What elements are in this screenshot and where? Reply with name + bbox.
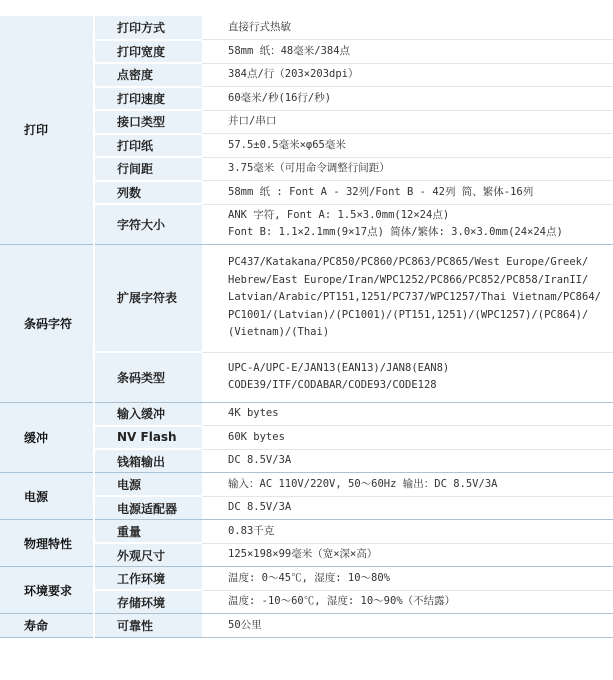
spec-value-line: Font B: 1.1×2.1mm(9×17点) 简体/繁体: 3.0×3.0mm(24×24点) [228, 226, 563, 238]
spec-value [202, 352, 613, 402]
category-label: 电源 [0, 473, 94, 520]
spec-value-line: 384点/行（203×203dpi） [228, 68, 359, 80]
spec-table-body [0, 16, 613, 637]
spec-label: 打印方式 [94, 16, 202, 40]
spec-value-line: (Vietnam)/(Thai) [228, 326, 330, 339]
spec-value [202, 63, 613, 87]
category-label: 打印 [0, 16, 94, 244]
spec-value-line: CODE39/ITF/CODABAR/CODE93/CODE128 [228, 379, 437, 391]
category-label: 条码字符 [0, 244, 94, 402]
spec-row [0, 402, 613, 426]
spec-row [0, 244, 613, 352]
spec-label: 接口类型 [94, 110, 202, 134]
spec-value-line: 125×198×99毫米（宽×深×高） [228, 548, 378, 560]
spec-value [202, 520, 613, 544]
spec-value [202, 134, 613, 158]
spec-value-line: 58mm 纸 : Font A - 32列/Font B - 42列 简、繁体-16列 [228, 185, 534, 198]
spec-label: 电源适配器 [94, 496, 202, 520]
spec-value-line: 4K bytes [228, 407, 279, 419]
spec-value-line: 温度: 0～45℃, 湿度: 10～80% [228, 571, 391, 584]
spec-row [0, 473, 613, 497]
spec-value-line: 58mm 纸：48毫米/384点 [228, 44, 351, 57]
spec-value [202, 181, 613, 205]
spec-value [202, 402, 613, 426]
spec-label: 重量 [94, 520, 202, 544]
spec-label: 外观尺寸 [94, 543, 202, 567]
category-label: 环境要求 [0, 567, 94, 614]
spec-label: 电源 [94, 473, 202, 497]
category-label: 物理特性 [0, 520, 94, 567]
spec-value-line: 温度: -10～60℃, 湿度: 10～90%（不结露） [228, 595, 456, 607]
spec-value-line: Latvian/Arabic/PT151,1251/PC737/WPC1257/Thai Vietnam/PC864/ [228, 291, 601, 304]
spec-value [202, 16, 613, 40]
spec-label: 行间距 [94, 157, 202, 181]
spec-value [202, 567, 613, 591]
spec-value-line: 3.75毫米（可用命令调整行间距） [228, 162, 390, 174]
spec-value-line: 输入：AC 110V/220V, 50～60Hz 输出：DC 8.5V/3A [228, 477, 498, 490]
category-label: 缓冲 [0, 402, 94, 473]
spec-row [0, 567, 613, 591]
spec-value [202, 40, 613, 64]
spec-label: 工作环境 [94, 567, 202, 591]
spec-label: 条码类型 [94, 352, 202, 402]
spec-label: 输入缓冲 [94, 402, 202, 426]
spec-value [202, 426, 613, 450]
spec-value [202, 473, 613, 497]
spec-value [202, 204, 613, 244]
spec-value-line: UPC-A/UPC-E/JAN13(EAN13)/JAN8(EAN8) [228, 361, 450, 374]
spec-label: 钱箱输出 [94, 449, 202, 473]
spec-table [0, 16, 613, 638]
spec-label: 扩展字符表 [94, 244, 202, 352]
spec-value [202, 496, 613, 520]
spec-label: 存储环境 [94, 590, 202, 614]
spec-value-line: 并口/串口 [228, 115, 277, 127]
spec-value-line: 57.5±0.5毫米×φ65毫米 [228, 138, 346, 151]
spec-value [202, 157, 613, 181]
spec-row [0, 16, 613, 40]
spec-value-line: DC 8.5V/3A [228, 501, 292, 513]
spec-label: 列数 [94, 181, 202, 205]
spec-value-line: 直接行式热敏 [228, 20, 291, 33]
spec-value [202, 449, 613, 473]
spec-label: 可靠性 [94, 614, 202, 638]
spec-label: 点密度 [94, 63, 202, 87]
spec-value [202, 244, 613, 352]
spec-value-line: 60K bytes [228, 430, 285, 443]
spec-label: 字符大小 [94, 204, 202, 244]
spec-label: 打印速度 [94, 87, 202, 111]
spec-value [202, 110, 613, 134]
spec-value-line: Hebrew/East Europe/Iran/WPC1252/PC866/PC852/PC858/IranII/ [228, 273, 589, 286]
spec-value-line: DC 8.5V/3A [228, 454, 292, 466]
spec-value-line: 0.83千克 [228, 524, 275, 537]
spec-label: 打印纸 [94, 134, 202, 158]
category-label: 寿命 [0, 614, 94, 638]
spec-row [0, 520, 613, 544]
spec-value [202, 614, 613, 638]
spec-value [202, 590, 613, 614]
spec-value-line: ANK 字符, Font A: 1.5×3.0mm(12×24点) [228, 208, 450, 221]
spec-value [202, 87, 613, 111]
spec-value-line: PC437/Katakana/PC850/PC860/PC863/PC865/West Europe/Greek/ [228, 256, 589, 269]
spec-label: NV Flash [94, 426, 202, 450]
spec-value [202, 543, 613, 567]
spec-value-line: 50公里 [228, 618, 262, 631]
spec-value-line: PC1001/(Latvian)/(PC1001)/(PT151,1251)/(WPC1257)/(PC864)/ [228, 308, 589, 321]
spec-row [0, 614, 613, 638]
spec-value-line: 60毫米/秒(16行/秒) [228, 91, 332, 104]
spec-label: 打印宽度 [94, 40, 202, 64]
